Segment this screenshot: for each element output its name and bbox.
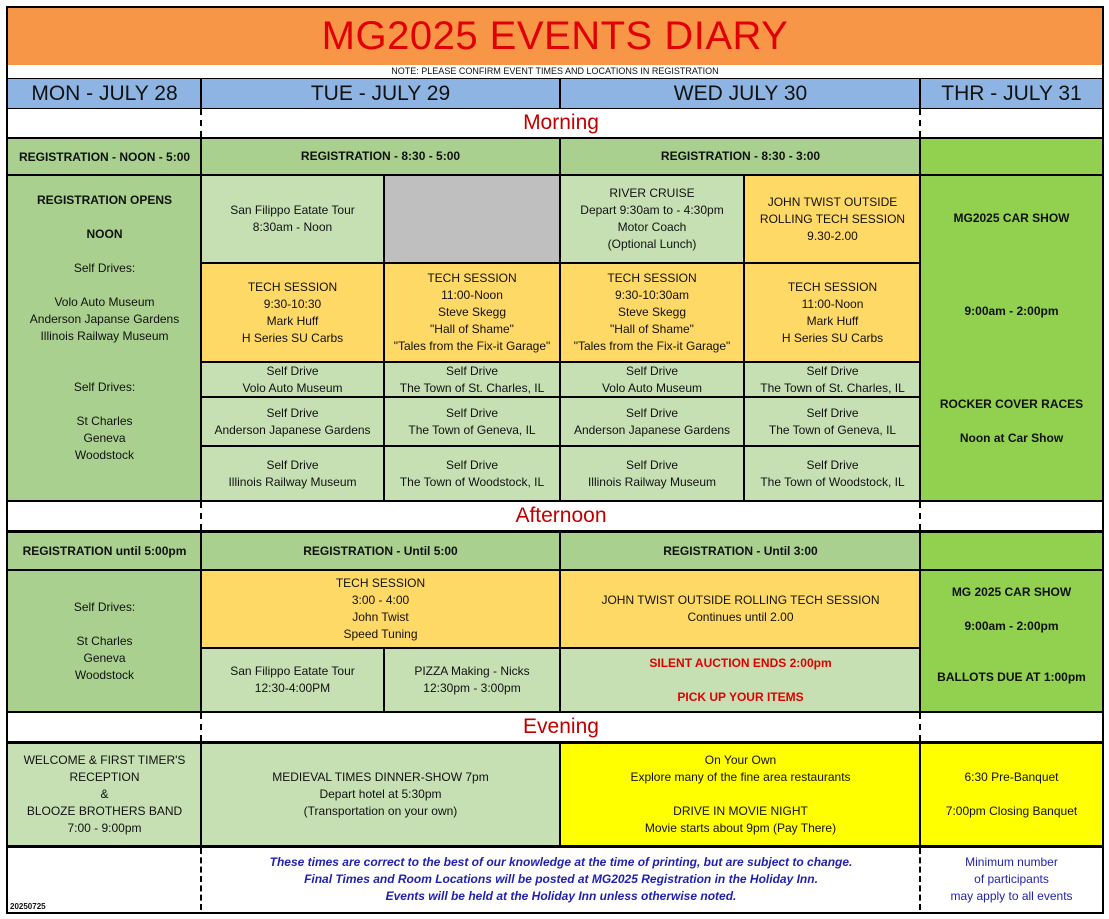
divider [8, 137, 1102, 139]
confirmation-note: NOTE: PLEASE CONFIRM EVENT TIMES AND LOCATIONS IN REGISTRATION [8, 65, 1102, 78]
rocker-cover-races: ROCKER COVER RACES [939, 397, 1084, 411]
divider [8, 741, 1102, 744]
divider [202, 396, 920, 398]
divider [559, 530, 561, 713]
footer-minimum-participants: Minimum number of participants may apply to all events [921, 848, 1102, 910]
self-drive-item: Volo Auto Museum [54, 295, 155, 309]
self-drive-card: Self Drive Anderson Japanese Gardens [561, 398, 743, 445]
wed-john-twist-session: JOHN TWIST OUTSIDE ROLLING TECH SESSION 9.30-2.00 [745, 176, 920, 262]
self-drive-card: Self Drive The Town of Geneva, IL [385, 398, 559, 445]
mon-morning-registration: REGISTRATION - NOON - 5:00 [8, 139, 201, 174]
divider [8, 500, 1102, 502]
divider [8, 569, 1102, 571]
divider [559, 741, 561, 847]
dashed-divider [200, 109, 202, 137]
divider [919, 78, 921, 109]
divider [8, 845, 1102, 848]
divider [202, 262, 920, 264]
divider [559, 137, 561, 502]
tue-pizza-making: PIZZA Making - Nicks 12:30pm - 3:00pm [385, 649, 559, 711]
wed-afternoon-twist-session: JOHN TWIST OUTSIDE ROLLING TECH SESSION Continues until 2.00 [561, 571, 920, 647]
self-drives-label: Self Drives: [73, 261, 136, 275]
divider [202, 647, 920, 649]
tue-evening-dinner-show: MEDIEVAL TIMES DINNER-SHOW 7pm Depart hotel at 5:30pm (Transportation on your own) [202, 744, 559, 845]
day-header-wed: WED JULY 30 [561, 79, 920, 108]
divider [200, 741, 202, 847]
dashed-divider [919, 502, 921, 530]
car-show-label: MG2025 CAR SHOW [953, 211, 1070, 225]
divider [8, 78, 1102, 79]
wed-river-cruise: RIVER CRUISE Depart 9:30am to - 4:30pm Motor Coach (Optional Lunch) [561, 176, 743, 262]
thu-evening-banquet: 6:30 Pre-Banquet 7:00pm Closing Banquet [921, 744, 1102, 845]
car-show-time: 9:00am - 2:00pm [964, 619, 1059, 633]
tue-afternoon-registration: REGISTRATION - Until 5:00 [202, 533, 559, 569]
tech-session-card: TECH SESSION 9:30-10:30am Steve Skegg "Hall of Shame" "Tales from the Fix-it Garage" [561, 264, 743, 361]
day-header-mon: MON - JULY 28 [8, 79, 201, 108]
self-drive-card: Self Drive Anderson Japanese Gardens [202, 398, 383, 445]
divider [8, 530, 1102, 533]
thu-morning-block [921, 176, 1102, 500]
tech-session-card: TECH SESSION 11:00-Noon Mark Huff H Series SU Carbs [745, 264, 920, 361]
self-drive-card: Self Drive The Town of Woodstock, IL [745, 447, 920, 500]
thu-afternoon-block [921, 571, 1102, 711]
ballots-due: BALLOTS DUE AT 1:00pm [937, 670, 1086, 684]
section-evening: Evening [202, 713, 920, 741]
mon-evening-reception: WELCOME & FIRST TIMER'S RECEPTION & BLOOZE BROTHERS BAND 7:00 - 9:00pm [8, 744, 201, 845]
day-header-tue: TUE - JULY 29 [202, 79, 559, 108]
car-show-label: MG 2025 CAR SHOW [951, 585, 1072, 599]
dashed-divider [200, 502, 202, 530]
self-drive-card: Self Drive Volo Auto Museum [561, 363, 743, 396]
divider [8, 174, 1102, 176]
rocker-cover-time: Noon at Car Show [959, 431, 1064, 445]
tue-afternoon-tech-session: TECH SESSION 3:00 - 4:00 John Twist Speed Tuning [202, 571, 559, 647]
divider [202, 361, 920, 363]
dashed-divider [200, 848, 202, 910]
divider [8, 108, 1102, 109]
self-drive-card: Self Drive The Town of Geneva, IL [745, 398, 920, 445]
tue-estate-tour-afternoon: San Filippo Eatate Tour 12:30-4:00PM [202, 649, 383, 711]
divider [919, 741, 921, 847]
section-morning: Morning [202, 109, 920, 137]
self-drive-card: Self Drive Illinois Railway Museum [202, 447, 383, 500]
wed-silent-auction [561, 649, 920, 711]
self-drive-item: St Charles [76, 414, 133, 428]
mon-afternoon-registration: REGISTRATION until 5:00pm [8, 533, 201, 569]
section-afternoon: Afternoon [202, 502, 920, 530]
divider [559, 78, 561, 109]
self-drives-label: Self Drives: [73, 380, 136, 394]
self-drive-item: Woodstock [74, 448, 135, 462]
divider [202, 445, 920, 447]
empty-slot [385, 176, 559, 262]
divider [743, 174, 745, 501]
dashed-divider [919, 848, 921, 910]
registration-opens: REGISTRATION OPENS [36, 193, 173, 207]
self-drive-card: Self Drive Illinois Railway Museum [561, 447, 743, 500]
car-show-time: 9:00am - 2:00pm [964, 304, 1059, 318]
page-title: MG2025 EVENTS DIARY [8, 8, 1102, 65]
divider [383, 174, 385, 501]
wed-afternoon-registration: REGISTRATION - Until 3:00 [561, 533, 920, 569]
footer-disclaimer: These times are correct to the best of our knowledge at the time of printing, but are subject to change. Final Times and Room Locations will be posted at MG2025 Registration in the Holiday Inn. Events will be held at the Holiday Inn unless otherwise noted. [202, 848, 920, 910]
dashed-divider [919, 713, 921, 741]
self-drive-card: Self Drive The Town of Woodstock, IL [385, 447, 559, 500]
divider [200, 137, 202, 502]
divider [919, 530, 921, 713]
tech-session-card: TECH SESSION 9:30-10:30 Mark Huff H Series SU Carbs [202, 264, 383, 361]
self-drive-card: Self Drive The Town of St. Charles, IL [745, 363, 920, 396]
day-header-thu: THR - JULY 31 [921, 79, 1102, 108]
mon-afternoon-drives: Self Drives: St Charles Geneva Woodstock [8, 571, 201, 711]
divider [200, 530, 202, 713]
thu-afternoon-blank [921, 533, 1102, 569]
dashed-divider [200, 713, 202, 741]
self-drive-item: Anderson Japanse Gardens [29, 312, 180, 326]
self-drive-card: Self Drive Volo Auto Museum [202, 363, 383, 396]
thu-morning-blank [921, 139, 1102, 174]
wed-morning-registration: REGISTRATION - 8:30 - 3:00 [561, 139, 920, 174]
registration-opens-time: NOON [86, 227, 123, 241]
divider [200, 78, 202, 109]
self-drive-item: Illinois Railway Museum [40, 329, 169, 343]
wed-evening-on-your-own: On Your Own Explore many of the fine area restaurants DRIVE IN MOVIE NIGHT Movie starts about 9pm (Pay There) [561, 744, 920, 845]
tue-morning-registration: REGISTRATION - 8:30 - 5:00 [202, 139, 559, 174]
dashed-divider [919, 109, 921, 137]
print-date-stamp: 20250725 [10, 902, 46, 911]
divider [383, 647, 385, 713]
divider [8, 711, 1102, 713]
tue-estate-tour-morning: San Filippo Eatate Tour 8:30am - Noon [202, 176, 383, 262]
self-drive-card: Self Drive The Town of St. Charles, IL [385, 363, 559, 396]
divider [919, 137, 921, 502]
mon-morning-block [8, 176, 201, 500]
self-drive-item: Geneva [83, 431, 126, 445]
tech-session-card: TECH SESSION 11:00-Noon Steve Skegg "Hall of Shame" "Tales from the Fix-it Garage" [385, 264, 559, 361]
silent-auction-text: SILENT AUCTION ENDS 2:00pm [649, 655, 832, 670]
pickup-items-text: PICK UP YOUR ITEMS [677, 689, 804, 704]
